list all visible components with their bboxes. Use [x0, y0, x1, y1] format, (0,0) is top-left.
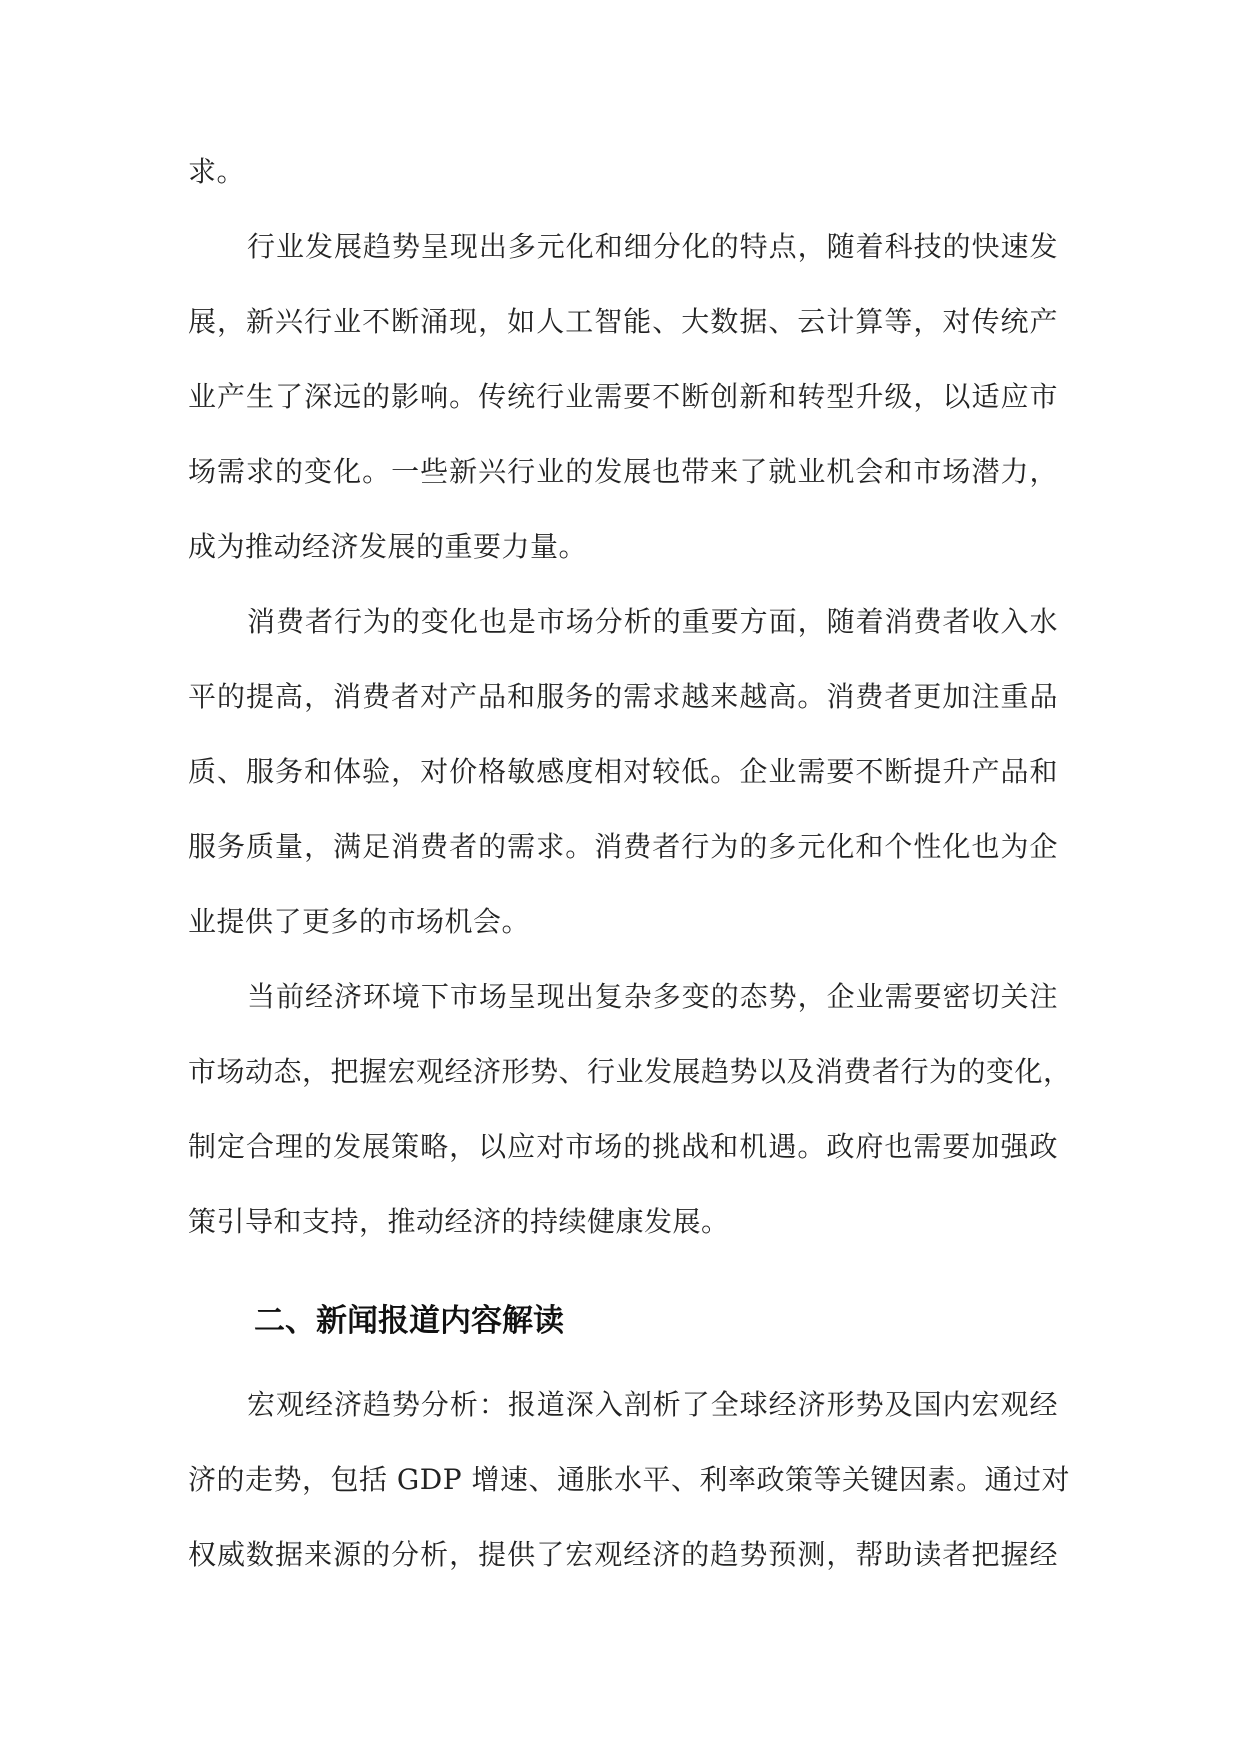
text-line: 求。: [188, 155, 246, 188]
text-line: 成为推动经济发展的重要力量。: [188, 530, 588, 563]
text-line: 济的走势，包括 GDP 增速、通胀水平、利率政策等关键因素。通过对: [188, 1463, 1070, 1496]
text-line: 当前经济环境下市场呈现出复杂多变的态势，企业需要密切关注: [247, 980, 1058, 1013]
text-line: 场需求的变化。一些新兴行业的发展也带来了就业机会和市场潜力，: [188, 455, 1058, 488]
document-body: [188, 134, 1072, 1592]
text-line: 业产生了深远的影响。传统行业需要不断创新和转型升级，以适应市: [188, 380, 1058, 413]
text-line: 业提供了更多的市场机会。: [188, 905, 531, 938]
text-line: 权威数据来源的分析，提供了宏观经济的趋势预测，帮助读者把握经: [188, 1538, 1058, 1571]
text-line: 服务质量，满足消费者的需求。消费者行为的多元化和个性化也为企: [188, 830, 1058, 863]
text-line: 平的提高，消费者对产品和服务的需求越来越高。消费者更加注重品: [188, 680, 1058, 713]
text-line: 宏观经济趋势分析：报道深入剖析了全球经济形势及国内宏观经: [247, 1388, 1058, 1421]
paragraph-market-environment: [188, 959, 1072, 1259]
paragraph-industry-trends: [188, 209, 1058, 584]
paragraph-consumer-behavior: [188, 584, 1058, 959]
text-line: 策引导和支持，推动经济的持续健康发展。: [188, 1205, 730, 1238]
text-line: 质、服务和体验，对价格敏感度相对较低。企业需要不断提升产品和: [188, 755, 1058, 788]
text-line: 展，新兴行业不断涌现，如人工智能、大数据、云计算等，对传统产: [188, 305, 1058, 338]
text-line: 市场动态，把握宏观经济形势、行业发展趋势以及消费者行为的变化，: [188, 1055, 1072, 1088]
text-line: 制定合理的发展策略，以应对市场的挑战和机遇。政府也需要加强政: [188, 1130, 1058, 1163]
text-line: 消费者行为的变化也是市场分析的重要方面，随着消费者收入水: [247, 605, 1058, 638]
text-line: 行业发展趋势呈现出多元化和细分化的特点，随着科技的快速发: [247, 230, 1058, 263]
paragraph-macro-analysis: [188, 1367, 1070, 1592]
section-heading: 二、新闻报道内容解读: [254, 1303, 564, 1339]
paragraph-continuation: [188, 134, 1058, 209]
